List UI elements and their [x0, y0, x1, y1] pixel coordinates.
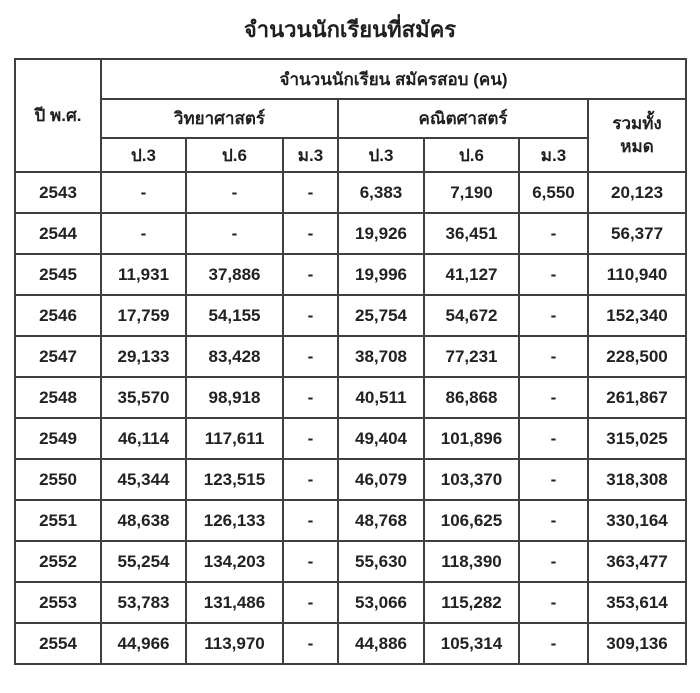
- value-cell: -: [283, 582, 338, 623]
- value-cell: -: [283, 254, 338, 295]
- value-cell: -: [519, 418, 588, 459]
- value-cell: -: [101, 213, 186, 254]
- value-cell: 131,486: [186, 582, 283, 623]
- value-cell: -: [519, 254, 588, 295]
- header-science-p3-cell: ป.3: [101, 138, 186, 172]
- value-cell: 29,133: [101, 336, 186, 377]
- value-cell: 48,638: [101, 500, 186, 541]
- value-cell: 49,404: [338, 418, 424, 459]
- value-cell: 25,754: [338, 295, 424, 336]
- year-cell: 2548: [15, 377, 101, 418]
- value-cell: 7,190: [424, 172, 519, 213]
- table-row: [15, 336, 686, 377]
- value-cell: -: [519, 582, 588, 623]
- year-cell: 2544: [15, 213, 101, 254]
- value-cell: 53,783: [101, 582, 186, 623]
- value-cell: -: [101, 172, 186, 213]
- year-cell: 2552: [15, 541, 101, 582]
- value-cell: 44,966: [101, 623, 186, 664]
- value-cell: 41,127: [424, 254, 519, 295]
- value-cell: 83,428: [186, 336, 283, 377]
- value-cell: -: [283, 377, 338, 418]
- value-cell: 20,123: [588, 172, 686, 213]
- value-cell: 86,868: [424, 377, 519, 418]
- value-cell: 53,066: [338, 582, 424, 623]
- value-cell: -: [519, 213, 588, 254]
- value-cell: 54,672: [424, 295, 519, 336]
- value-cell: 46,114: [101, 418, 186, 459]
- value-cell: 113,970: [186, 623, 283, 664]
- value-cell: 105,314: [424, 623, 519, 664]
- year-cell: 2546: [15, 295, 101, 336]
- value-cell: 106,625: [424, 500, 519, 541]
- value-cell: -: [283, 295, 338, 336]
- value-cell: 318,308: [588, 459, 686, 500]
- value-cell: -: [283, 541, 338, 582]
- value-cell: 118,390: [424, 541, 519, 582]
- value-cell: -: [519, 623, 588, 664]
- year-cell: 2553: [15, 582, 101, 623]
- table-row: [15, 623, 686, 664]
- value-cell: 40,511: [338, 377, 424, 418]
- value-cell: 55,630: [338, 541, 424, 582]
- header-math-p6-cell: ป.6: [424, 138, 519, 172]
- value-cell: 353,614: [588, 582, 686, 623]
- year-cell: 2550: [15, 459, 101, 500]
- header-row-3: [15, 138, 686, 172]
- header-math-cell: คณิตศาสตร์: [338, 99, 588, 138]
- value-cell: 98,918: [186, 377, 283, 418]
- table-row: [15, 500, 686, 541]
- value-cell: -: [283, 623, 338, 664]
- year-cell: 2549: [15, 418, 101, 459]
- table-row: [15, 582, 686, 623]
- year-cell: 2547: [15, 336, 101, 377]
- header-math-m3-cell: ม.3: [519, 138, 588, 172]
- header-year-cell: ปี พ.ศ.: [15, 59, 101, 172]
- value-cell: 110,940: [588, 254, 686, 295]
- header-science-p6-cell: ป.6: [186, 138, 283, 172]
- year-cell: 2545: [15, 254, 101, 295]
- value-cell: 19,926: [338, 213, 424, 254]
- value-cell: 44,886: [338, 623, 424, 664]
- value-cell: -: [519, 336, 588, 377]
- value-cell: 115,282: [424, 582, 519, 623]
- table-row: [15, 459, 686, 500]
- value-cell: 45,344: [101, 459, 186, 500]
- value-cell: 363,477: [588, 541, 686, 582]
- value-cell: -: [519, 295, 588, 336]
- value-cell: 261,867: [588, 377, 686, 418]
- year-cell: 2554: [15, 623, 101, 664]
- header-row-2: [15, 99, 686, 138]
- value-cell: -: [283, 213, 338, 254]
- students-table: [14, 58, 687, 665]
- value-cell: 38,708: [338, 336, 424, 377]
- header-total-line2: หมด: [620, 136, 654, 156]
- value-cell: -: [519, 459, 588, 500]
- value-cell: -: [283, 172, 338, 213]
- table-header: [15, 59, 686, 172]
- value-cell: 6,383: [338, 172, 424, 213]
- value-cell: 56,377: [588, 213, 686, 254]
- value-cell: 11,931: [101, 254, 186, 295]
- value-cell: -: [283, 459, 338, 500]
- header-total-line1: รวมทั้ง: [612, 113, 662, 133]
- value-cell: 152,340: [588, 295, 686, 336]
- table-row: [15, 377, 686, 418]
- value-cell: -: [283, 500, 338, 541]
- value-cell: -: [283, 418, 338, 459]
- value-cell: 126,133: [186, 500, 283, 541]
- table-row: [15, 418, 686, 459]
- value-cell: 19,996: [338, 254, 424, 295]
- header-total-cell: [588, 99, 686, 172]
- value-cell: 54,155: [186, 295, 283, 336]
- value-cell: 117,611: [186, 418, 283, 459]
- value-cell: 35,570: [101, 377, 186, 418]
- table-row: [15, 213, 686, 254]
- year-cell: 2551: [15, 500, 101, 541]
- value-cell: 6,550: [519, 172, 588, 213]
- value-cell: 103,370: [424, 459, 519, 500]
- value-cell: 46,079: [338, 459, 424, 500]
- value-cell: 123,515: [186, 459, 283, 500]
- table-row: [15, 172, 686, 213]
- value-cell: 37,886: [186, 254, 283, 295]
- header-applicants-span-cell: จำนวนนักเรียน สมัครสอบ (คน): [101, 59, 686, 99]
- value-cell: -: [519, 500, 588, 541]
- value-cell: -: [186, 172, 283, 213]
- table-row: [15, 541, 686, 582]
- header-row-1: [15, 59, 686, 99]
- value-cell: 77,231: [424, 336, 519, 377]
- table-body: [15, 172, 686, 664]
- value-cell: 17,759: [101, 295, 186, 336]
- value-cell: -: [519, 377, 588, 418]
- value-cell: 134,203: [186, 541, 283, 582]
- value-cell: -: [283, 336, 338, 377]
- value-cell: 315,025: [588, 418, 686, 459]
- value-cell: 101,896: [424, 418, 519, 459]
- value-cell: -: [186, 213, 283, 254]
- page-title: จำนวนนักเรียนที่สมัคร: [243, 17, 457, 42]
- value-cell: 36,451: [424, 213, 519, 254]
- table-row: [15, 254, 686, 295]
- year-cell: 2543: [15, 172, 101, 213]
- table-row: [15, 295, 686, 336]
- value-cell: 330,164: [588, 500, 686, 541]
- value-cell: 55,254: [101, 541, 186, 582]
- value-cell: 228,500: [588, 336, 686, 377]
- header-science-m3-cell: ม.3: [283, 138, 338, 172]
- header-science-cell: วิทยาศาสตร์: [101, 99, 338, 138]
- value-cell: 48,768: [338, 500, 424, 541]
- value-cell: 309,136: [588, 623, 686, 664]
- value-cell: -: [519, 541, 588, 582]
- header-math-p3-cell: ป.3: [338, 138, 424, 172]
